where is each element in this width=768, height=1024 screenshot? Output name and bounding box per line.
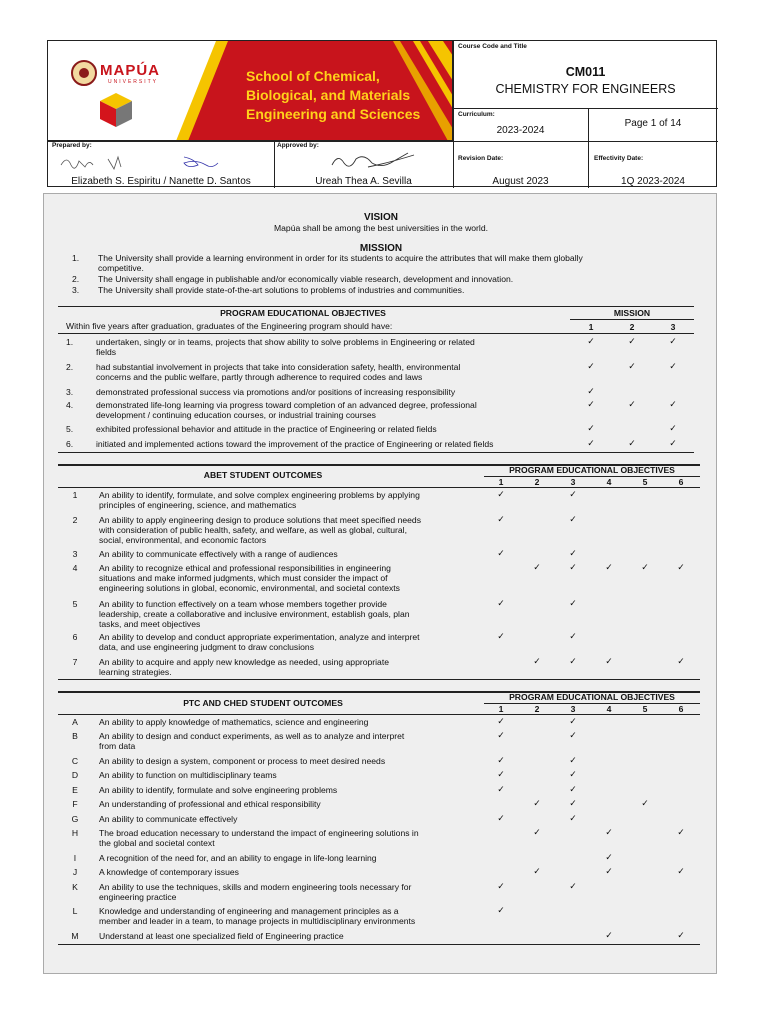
peo-mission-header: MISSION [613, 308, 651, 318]
checkmark-icon: ✓ [628, 336, 636, 346]
abet-peo-col: 4 [606, 477, 612, 487]
vision-title: VISION [364, 212, 398, 223]
ptc-row-id: L [72, 906, 78, 916]
ptc-row-text: The broad education necessary to understand the impact of engineering solutions in [99, 828, 419, 838]
approved-by: Ureah Thea A. Sevilla [315, 176, 412, 187]
mission-item-number: 1. [72, 253, 80, 263]
checkmark-icon: ✓ [569, 755, 577, 765]
checkmark-icon: ✓ [497, 489, 505, 499]
abet-row-text: An ability to acquire and apply new knowledge as needed, using appropriate [99, 657, 389, 667]
checkmark-icon: ✓ [533, 656, 541, 666]
checkmark-icon: ✓ [497, 905, 505, 915]
mission-item-text: The University shall provide a learning environment in order for its students to acquire the attributes that will make them globally [98, 253, 583, 263]
checkmark-icon: ✓ [497, 598, 505, 608]
abet-row-text: An ability to apply engineering design to produce solutions that meet specified needs [99, 515, 421, 525]
checkmark-icon: ✓ [533, 866, 541, 876]
peo-row-text: fields [96, 347, 117, 357]
peo-row-number: 1. [66, 337, 74, 347]
checkmark-icon: ✓ [587, 399, 595, 409]
peo-row-number: 5. [66, 424, 74, 434]
checkmark-icon: ✓ [628, 399, 636, 409]
checkmark-icon: ✓ [669, 423, 677, 433]
peo-row-text: demonstrated life-long learning via progress toward completion of an advanced degree, professional [96, 400, 477, 410]
peo-row-text: development / continuing education courses, or industrial training courses [96, 410, 376, 420]
vision-text: Mapúa shall be among the best universities in the world. [273, 223, 488, 233]
course-code: CM011 [565, 65, 606, 79]
abet-peo-col: 2 [534, 477, 540, 487]
ptc-row-id: I [73, 853, 77, 863]
checkmark-icon: ✓ [641, 798, 649, 808]
checkmark-icon: ✓ [605, 656, 613, 666]
ptc-peo-col: 6 [678, 704, 684, 714]
checkmark-icon: ✓ [569, 716, 577, 726]
mission-item-number: 2. [72, 274, 80, 284]
checkmark-icon: ✓ [497, 784, 505, 794]
checkmark-icon: ✓ [533, 562, 541, 572]
peo-row-text: undertaken, singly or in teams, projects that show ability to solve problems in Engineering or related [96, 337, 475, 347]
peo-row-text: had substantial involvement in projects that take into consideration safety, health, environmental [96, 362, 461, 372]
checkmark-icon: ✓ [497, 730, 505, 740]
ptc-peo-col: 1 [498, 704, 504, 714]
abet-row-text: with consideration of public health, safety, and welfare, as well as global, cultural, [99, 525, 407, 535]
checkmark-icon: ✓ [569, 514, 577, 524]
checkmark-icon: ✓ [605, 866, 613, 876]
curriculum-value: 2023-2024 [496, 125, 545, 136]
checkmark-icon: ✓ [497, 769, 505, 779]
ptc-peo-header: PROGRAM EDUCATIONAL OBJECTIVES [509, 692, 675, 702]
peo-row-number: 6. [66, 439, 74, 449]
checkmark-icon: ✓ [497, 514, 505, 524]
abet-peo-col: 5 [642, 477, 648, 487]
school-banner [48, 41, 453, 141]
document-header [47, 40, 717, 187]
peo-row-text: demonstrated professional success via promotions and/or positions of increasing responsibility [96, 387, 456, 397]
abet-row-text: An ability to communicate effectively with a range of audiences [99, 549, 338, 559]
ptc-row-id: J [72, 867, 78, 877]
checkmark-icon: ✓ [569, 769, 577, 779]
ptc-row-id: M [71, 931, 79, 941]
checkmark-icon: ✓ [669, 361, 677, 371]
checkmark-icon: ✓ [569, 598, 577, 608]
ptc-row-id: C [71, 756, 79, 766]
prepared-by: Elizabeth S. Espiritu / Nanette D. Santos [71, 176, 251, 187]
school-name-line: School of Chemical, [246, 68, 380, 84]
checkmark-icon: ✓ [677, 930, 685, 940]
checkmark-icon: ✓ [569, 631, 577, 641]
checkmark-icon: ✓ [587, 386, 595, 396]
abet-row-text: tasks, and meet objectives [99, 619, 201, 629]
ptc-peo-col: 5 [642, 704, 648, 714]
abet-row-id: 4 [72, 563, 78, 573]
ptc-row-id: B [72, 731, 78, 741]
abet-peo-col: 6 [678, 477, 684, 487]
checkmark-icon: ✓ [533, 798, 541, 808]
page-number: Page 1 of 14 [624, 118, 682, 129]
checkmark-icon: ✓ [641, 562, 649, 572]
abet-row-text: data, and use engineering judgment to draw conclusions [99, 642, 314, 652]
checkmark-icon: ✓ [669, 336, 677, 346]
checkmark-icon: ✓ [605, 852, 613, 862]
abet-row-id: 6 [72, 632, 78, 642]
peo-mission-col: 1 [588, 322, 594, 332]
abet-row-text: An ability to identify, formulate, and solve complex engineering problems by applying [99, 490, 420, 500]
ptc-row-text: An understanding of professional and ethical responsibility [99, 799, 321, 809]
ptc-row-text: An ability to apply knowledge of mathematics, science and engineering [99, 717, 369, 727]
checkmark-icon: ✓ [628, 361, 636, 371]
ptc-row-text: An ability to function on multidisciplinary teams [99, 770, 277, 780]
mission-item-number: 3. [72, 285, 80, 295]
checkmark-icon: ✓ [497, 631, 505, 641]
school-name [246, 67, 420, 124]
peo-row-number: 3. [66, 387, 74, 397]
ptc-row-text: engineering practice [99, 892, 177, 902]
checkmark-icon: ✓ [587, 423, 595, 433]
ptc-row-text: Understand at least one specialized field of Engineering practice [99, 931, 344, 941]
abet-title: ABET STUDENT OUTCOMES [203, 470, 323, 480]
checkmark-icon: ✓ [533, 827, 541, 837]
course-label: Course Code and Title [458, 43, 527, 50]
ptc-row-id: G [71, 814, 79, 824]
checkmark-icon: ✓ [605, 930, 613, 940]
checkmark-icon: ✓ [497, 716, 505, 726]
ptc-row-id: F [72, 799, 78, 809]
checkmark-icon: ✓ [669, 399, 677, 409]
checkmark-icon: ✓ [628, 438, 636, 448]
checkmark-icon: ✓ [569, 813, 577, 823]
ptc-row-text: An ability to design a system, component or process to meet desired needs [99, 756, 386, 766]
peo-row-text: initiated and implemented actions toward the improvement of the practice of Engineering or related fields [96, 439, 494, 449]
checkmark-icon: ✓ [497, 813, 505, 823]
abet-row-text: principles of engineering, science, and mathematics [99, 500, 297, 510]
school-name-line: Engineering and Sciences [246, 106, 421, 122]
abet-row-text: learning strategies. [99, 667, 172, 677]
peo-row-text: concerns and the public welfare, partly through adherence to required codes and laws [96, 372, 423, 382]
ptc-row-id: E [72, 785, 78, 795]
mission-item-text: The University shall provide state-of-the-art solutions to problems of industries and communities. [98, 285, 465, 295]
abet-row-text: An ability to recognize ethical and professional responsibilities in engineering [99, 563, 391, 573]
checkmark-icon: ✓ [677, 827, 685, 837]
approved-signature [328, 151, 428, 173]
abet-row-id: 2 [72, 515, 78, 525]
checkmark-icon: ✓ [497, 881, 505, 891]
mission-item-text: The University shall engage in publishable and/or economically viable research, development and innovation. [98, 274, 514, 284]
peo-row-number: 2. [66, 362, 74, 372]
university-logo-text: MAPÚA [100, 62, 160, 79]
checkmark-icon: ✓ [569, 656, 577, 666]
abet-row-text: situations and make informed judgments, which must consider the impact of [99, 573, 388, 583]
checkmark-icon: ✓ [569, 548, 577, 558]
peo-row-text: exhibited professional behavior and attitude in the practice of Engineering or related fields [96, 424, 437, 434]
checkmark-icon: ✓ [569, 489, 577, 499]
ptc-peo-col: 3 [570, 704, 576, 714]
checkmark-icon: ✓ [569, 881, 577, 891]
university-logo-sub: UNIVERSITY [108, 79, 159, 85]
ptc-peo-col: 2 [534, 704, 540, 714]
ptc-row-text: An ability to design and conduct experiments, as well as to analyze and interpret [99, 731, 405, 741]
ptc-row-id: K [72, 882, 78, 892]
ptc-row-id: A [72, 717, 78, 727]
ptc-row-text: An ability to identify, formulate and solve engineering problems [99, 785, 338, 795]
revision-label: Revision Date: [458, 155, 504, 162]
checkmark-icon: ✓ [605, 562, 613, 572]
abet-row-text: leadership, create a collaborative and inclusive environment, establish goals, plan [99, 609, 410, 619]
mission-item-text: competitive. [98, 263, 144, 273]
peo-row-number: 4. [66, 400, 74, 410]
ptc-title: PTC AND CHED STUDENT OUTCOMES [183, 698, 343, 708]
ptc-row-text: member and leader in a team, to manage projects in multidisciplinary environments [99, 916, 416, 926]
ptc-peo-col: 4 [606, 704, 612, 714]
peo-mission-col: 3 [670, 322, 676, 332]
ptc-row-text: An ability to use the techniques, skills and modern engineering tools necessary for [99, 882, 412, 892]
prepared-signatures [56, 151, 266, 173]
prepared-label: Prepared by: [52, 142, 92, 149]
checkmark-icon: ✓ [569, 562, 577, 572]
abet-row-id: 3 [72, 549, 78, 559]
abet-row-id: 7 [72, 657, 78, 667]
checkmark-icon: ✓ [587, 336, 595, 346]
checkmark-icon: ✓ [669, 438, 677, 448]
abet-row-id: 1 [72, 490, 78, 500]
peo-mission-col: 2 [629, 322, 635, 332]
checkmark-icon: ✓ [677, 562, 685, 572]
syllabus-content [43, 193, 717, 974]
abet-row-text: An ability to develop and conduct appropriate experimentation, analyze and interpret [99, 632, 420, 642]
abet-row-text: social, environmental, and economic factors [99, 535, 267, 545]
checkmark-icon: ✓ [569, 730, 577, 740]
abet-row-text: An ability to function effectively on a team whose members together provide [99, 599, 387, 609]
checkmark-icon: ✓ [587, 361, 595, 371]
approved-label: Approved by: [277, 142, 319, 149]
checkmark-icon: ✓ [677, 866, 685, 876]
abet-row-id: 5 [72, 599, 78, 609]
effectivity-label: Effectivity Date: [594, 155, 644, 162]
abet-peo-col: 3 [570, 477, 576, 487]
curriculum-label: Curriculum: [458, 111, 495, 118]
ptc-row-text: the global and societal context [99, 838, 215, 848]
abet-row-text: engineering solutions in global, economic, environmental, and societal contexts [99, 583, 400, 593]
checkmark-icon: ✓ [677, 656, 685, 666]
ptc-row-text: from data [99, 741, 136, 751]
checkmark-icon: ✓ [605, 827, 613, 837]
effectivity-date: 1Q 2023-2024 [621, 176, 685, 187]
checkmark-icon: ✓ [497, 548, 505, 558]
ptc-row-id: H [71, 828, 79, 838]
mission-title: MISSION [359, 243, 403, 254]
ptc-row-text: A recognition of the need for, and an ability to engage in life-long learning [99, 853, 377, 863]
ptc-row-text: An ability to communicate effectively [99, 814, 238, 824]
ptc-row-text: Knowledge and understanding of engineering and management principles as a [99, 906, 399, 916]
abet-peo-col: 1 [498, 477, 504, 487]
revision-date: August 2023 [492, 176, 549, 187]
peo-title: PROGRAM EDUCATIONAL OBJECTIVES [220, 308, 386, 318]
checkmark-icon: ✓ [497, 755, 505, 765]
abet-peo-header: PROGRAM EDUCATIONAL OBJECTIVES [509, 465, 675, 475]
checkmark-icon: ✓ [569, 798, 577, 808]
school-name-line: Biological, and Materials [246, 87, 411, 103]
checkmark-icon: ✓ [569, 784, 577, 794]
peo-intro: Within five years after graduation, graduates of the Engineering program should have: [66, 321, 393, 331]
ptc-row-id: D [71, 770, 79, 780]
course-title: CHEMISTRY FOR ENGINEERS [495, 82, 676, 96]
ptc-row-text: A knowledge of contemporary issues [99, 867, 239, 877]
checkmark-icon: ✓ [587, 438, 595, 448]
